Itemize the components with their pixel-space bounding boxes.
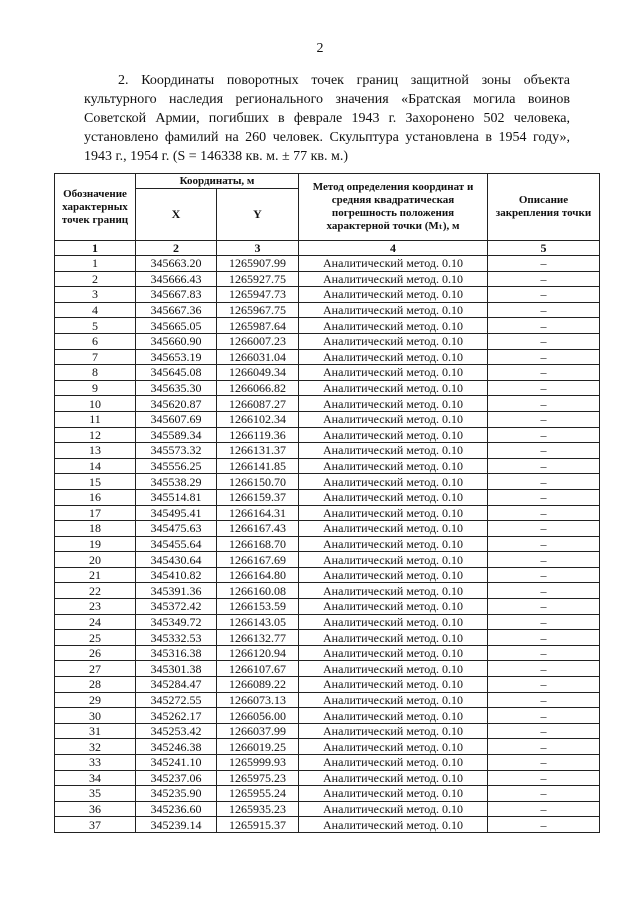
- table-row: [55, 723, 600, 739]
- table-row: [55, 786, 600, 802]
- description-cell: –: [488, 256, 600, 272]
- table-row: [55, 427, 600, 443]
- method-cell: Аналитический метод. 0.10: [299, 536, 488, 552]
- table-row: [55, 536, 600, 552]
- method-cell: Аналитический метод. 0.10: [299, 505, 488, 521]
- description-cell: –: [488, 427, 600, 443]
- x-coordinate-cell: 345620.87: [136, 396, 217, 412]
- table-row: [55, 380, 600, 396]
- table-row: [55, 458, 600, 474]
- table-row: [55, 817, 600, 833]
- description-cell: –: [488, 567, 600, 583]
- description-cell: –: [488, 755, 600, 771]
- column-number: 3: [217, 241, 299, 256]
- y-coordinate-cell: 1266164.31: [217, 505, 299, 521]
- point-id-cell: 2: [55, 271, 136, 287]
- y-coordinate-cell: 1266167.69: [217, 552, 299, 568]
- description-cell: –: [488, 489, 600, 505]
- x-coordinate-cell: 345653.19: [136, 349, 217, 365]
- x-coordinate-cell: 345236.60: [136, 801, 217, 817]
- x-coordinate-cell: 345410.82: [136, 567, 217, 583]
- point-id-cell: 9: [55, 380, 136, 396]
- point-id-cell: 35: [55, 786, 136, 802]
- description-cell: –: [488, 801, 600, 817]
- point-id-cell: 18: [55, 521, 136, 537]
- table-row: [55, 661, 600, 677]
- y-coordinate-cell: 1266049.34: [217, 365, 299, 381]
- y-coordinate-cell: 1265947.73: [217, 287, 299, 303]
- method-cell: Аналитический метод. 0.10: [299, 786, 488, 802]
- intro-text: 2. Координаты поворотных точек границ защитной зоны объекта культурного наследия регионального значения «Братская могила воинов Советской Армии, погибших в феврале 1943 г. Захоронено 502 человека, установлено фамилий на 260 человек. Скульптура установлена в 1954 году», 1943 г., 1954 г. (S = 146338 кв. м. ± 77 кв. м.): [84, 73, 570, 164]
- method-cell: Аналитический метод. 0.10: [299, 739, 488, 755]
- point-id-cell: 8: [55, 365, 136, 381]
- intro-paragraph: [84, 71, 570, 166]
- point-id-cell: 37: [55, 817, 136, 833]
- x-coordinate-cell: 345239.14: [136, 817, 217, 833]
- y-coordinate-cell: 1266132.77: [217, 630, 299, 646]
- method-cell: Аналитический метод. 0.10: [299, 692, 488, 708]
- method-cell: Аналитический метод. 0.10: [299, 474, 488, 490]
- table-row: [55, 583, 600, 599]
- y-coordinate-cell: 1266159.37: [217, 489, 299, 505]
- x-coordinate-cell: 345663.20: [136, 256, 217, 272]
- table-row: [55, 443, 600, 459]
- column-number: 1: [55, 241, 136, 256]
- table-row: [55, 708, 600, 724]
- description-cell: –: [488, 349, 600, 365]
- x-coordinate-cell: 345235.90: [136, 786, 217, 802]
- table-row: [55, 567, 600, 583]
- method-cell: Аналитический метод. 0.10: [299, 801, 488, 817]
- description-cell: –: [488, 333, 600, 349]
- point-id-cell: 6: [55, 333, 136, 349]
- page-number: 2: [316, 41, 324, 56]
- point-id-cell: 20: [55, 552, 136, 568]
- method-cell: Аналитический метод. 0.10: [299, 755, 488, 771]
- column-number: 4: [299, 241, 488, 256]
- x-coordinate-cell: 345430.64: [136, 552, 217, 568]
- y-coordinate-cell: 1265935.23: [217, 801, 299, 817]
- x-coordinate-cell: 345538.29: [136, 474, 217, 490]
- method-cell: Аналитический метод. 0.10: [299, 677, 488, 693]
- header-description: Описание закрепления точки: [488, 174, 600, 241]
- table-row: [55, 552, 600, 568]
- description-cell: –: [488, 739, 600, 755]
- y-coordinate-cell: 1266056.00: [217, 708, 299, 724]
- description-cell: –: [488, 521, 600, 537]
- point-id-cell: 17: [55, 505, 136, 521]
- description-cell: –: [488, 505, 600, 521]
- method-cell: Аналитический метод. 0.10: [299, 396, 488, 412]
- point-id-cell: 12: [55, 427, 136, 443]
- method-cell: Аналитический метод. 0.10: [299, 630, 488, 646]
- header-y: Y: [217, 189, 299, 241]
- method-cell: Аналитический метод. 0.10: [299, 552, 488, 568]
- y-coordinate-cell: 1266168.70: [217, 536, 299, 552]
- point-id-cell: 19: [55, 536, 136, 552]
- description-cell: –: [488, 458, 600, 474]
- method-cell: Аналитический метод. 0.10: [299, 302, 488, 318]
- header-point: Обозначение характерных точек границ: [55, 174, 136, 241]
- point-id-cell: 29: [55, 692, 136, 708]
- y-coordinate-cell: 1266037.99: [217, 723, 299, 739]
- y-coordinate-cell: 1266131.37: [217, 443, 299, 459]
- description-cell: –: [488, 723, 600, 739]
- point-id-cell: 4: [55, 302, 136, 318]
- point-id-cell: 32: [55, 739, 136, 755]
- y-coordinate-cell: 1266167.43: [217, 521, 299, 537]
- y-coordinate-cell: 1266089.22: [217, 677, 299, 693]
- point-id-cell: 10: [55, 396, 136, 412]
- method-cell: Аналитический метод. 0.10: [299, 271, 488, 287]
- description-cell: –: [488, 599, 600, 615]
- table-row: [55, 614, 600, 630]
- table-row: [55, 396, 600, 412]
- y-coordinate-cell: 1265915.37: [217, 817, 299, 833]
- x-coordinate-cell: 345589.34: [136, 427, 217, 443]
- description-cell: –: [488, 786, 600, 802]
- y-coordinate-cell: 1266120.94: [217, 645, 299, 661]
- method-cell: Аналитический метод. 0.10: [299, 349, 488, 365]
- point-id-cell: 36: [55, 801, 136, 817]
- x-coordinate-cell: 345556.25: [136, 458, 217, 474]
- x-coordinate-cell: 345253.42: [136, 723, 217, 739]
- table-row: [55, 365, 600, 381]
- table-row: [55, 474, 600, 490]
- y-coordinate-cell: 1265955.24: [217, 786, 299, 802]
- y-coordinate-cell: 1266160.08: [217, 583, 299, 599]
- table-row: [55, 349, 600, 365]
- y-coordinate-cell: 1266073.13: [217, 692, 299, 708]
- point-id-cell: 33: [55, 755, 136, 771]
- x-coordinate-cell: 345246.38: [136, 739, 217, 755]
- description-cell: –: [488, 380, 600, 396]
- y-coordinate-cell: 1265967.75: [217, 302, 299, 318]
- x-coordinate-cell: 345607.69: [136, 411, 217, 427]
- table-row: [55, 411, 600, 427]
- x-coordinate-cell: 345284.47: [136, 677, 217, 693]
- description-cell: –: [488, 645, 600, 661]
- method-cell: Аналитический метод. 0.10: [299, 256, 488, 272]
- point-id-cell: 21: [55, 567, 136, 583]
- table-row: [55, 630, 600, 646]
- method-cell: Аналитический метод. 0.10: [299, 599, 488, 615]
- point-id-cell: 31: [55, 723, 136, 739]
- method-cell: Аналитический метод. 0.10: [299, 567, 488, 583]
- header-method: Метод определения координат и средняя квадратическая погрешность положения характерной точки (Mₜ), м: [299, 174, 488, 241]
- description-cell: –: [488, 287, 600, 303]
- y-coordinate-cell: 1265999.93: [217, 755, 299, 771]
- point-id-cell: 24: [55, 614, 136, 630]
- method-cell: Аналитический метод. 0.10: [299, 723, 488, 739]
- description-cell: –: [488, 271, 600, 287]
- table-row: [55, 677, 600, 693]
- method-cell: Аналитический метод. 0.10: [299, 770, 488, 786]
- method-cell: Аналитический метод. 0.10: [299, 443, 488, 459]
- description-cell: –: [488, 770, 600, 786]
- x-coordinate-cell: 345262.17: [136, 708, 217, 724]
- point-id-cell: 28: [55, 677, 136, 693]
- method-cell: Аналитический метод. 0.10: [299, 318, 488, 334]
- x-coordinate-cell: 345316.38: [136, 645, 217, 661]
- table-row: [55, 770, 600, 786]
- description-cell: –: [488, 536, 600, 552]
- table-row: [55, 739, 600, 755]
- y-coordinate-cell: 1266119.36: [217, 427, 299, 443]
- method-cell: Аналитический метод. 0.10: [299, 661, 488, 677]
- column-number: 5: [488, 241, 600, 256]
- table-row: [55, 271, 600, 287]
- method-cell: Аналитический метод. 0.10: [299, 489, 488, 505]
- method-cell: Аналитический метод. 0.10: [299, 708, 488, 724]
- x-coordinate-cell: 345660.90: [136, 333, 217, 349]
- point-id-cell: 30: [55, 708, 136, 724]
- method-cell: Аналитический метод. 0.10: [299, 427, 488, 443]
- x-coordinate-cell: 345667.83: [136, 287, 217, 303]
- x-coordinate-cell: 345391.36: [136, 583, 217, 599]
- description-cell: –: [488, 365, 600, 381]
- table-row: [55, 645, 600, 661]
- method-cell: Аналитический метод. 0.10: [299, 458, 488, 474]
- table-body: [55, 256, 600, 833]
- description-cell: –: [488, 443, 600, 459]
- description-cell: –: [488, 318, 600, 334]
- x-coordinate-cell: 345332.53: [136, 630, 217, 646]
- point-id-cell: 13: [55, 443, 136, 459]
- x-coordinate-cell: 345237.06: [136, 770, 217, 786]
- x-coordinate-cell: 345667.36: [136, 302, 217, 318]
- x-coordinate-cell: 345514.81: [136, 489, 217, 505]
- y-coordinate-cell: 1266153.59: [217, 599, 299, 615]
- point-id-cell: 34: [55, 770, 136, 786]
- x-coordinate-cell: 345349.72: [136, 614, 217, 630]
- table-row: [55, 755, 600, 771]
- description-cell: –: [488, 692, 600, 708]
- table-row: [55, 489, 600, 505]
- table-row: [55, 318, 600, 334]
- x-coordinate-cell: 345475.63: [136, 521, 217, 537]
- y-coordinate-cell: 1266087.27: [217, 396, 299, 412]
- method-cell: Аналитический метод. 0.10: [299, 521, 488, 537]
- point-id-cell: 3: [55, 287, 136, 303]
- description-cell: –: [488, 552, 600, 568]
- x-coordinate-cell: 345645.08: [136, 365, 217, 381]
- point-id-cell: 14: [55, 458, 136, 474]
- y-coordinate-cell: 1266141.85: [217, 458, 299, 474]
- method-cell: Аналитический метод. 0.10: [299, 287, 488, 303]
- y-coordinate-cell: 1265907.99: [217, 256, 299, 272]
- x-coordinate-cell: 345573.32: [136, 443, 217, 459]
- point-id-cell: 7: [55, 349, 136, 365]
- x-coordinate-cell: 345455.64: [136, 536, 217, 552]
- method-cell: Аналитический метод. 0.10: [299, 817, 488, 833]
- table-row: [55, 256, 600, 272]
- x-coordinate-cell: 345666.43: [136, 271, 217, 287]
- point-id-cell: 16: [55, 489, 136, 505]
- x-coordinate-cell: 345241.10: [136, 755, 217, 771]
- table-row: [55, 505, 600, 521]
- x-coordinate-cell: 345272.55: [136, 692, 217, 708]
- y-coordinate-cell: 1266150.70: [217, 474, 299, 490]
- method-cell: Аналитический метод. 0.10: [299, 614, 488, 630]
- point-id-cell: 22: [55, 583, 136, 599]
- method-cell: Аналитический метод. 0.10: [299, 583, 488, 599]
- description-cell: –: [488, 630, 600, 646]
- description-cell: –: [488, 817, 600, 833]
- table-row: [55, 692, 600, 708]
- description-cell: –: [488, 708, 600, 724]
- point-id-cell: 1: [55, 256, 136, 272]
- point-id-cell: 11: [55, 411, 136, 427]
- x-coordinate-cell: 345635.30: [136, 380, 217, 396]
- y-coordinate-cell: 1266031.04: [217, 349, 299, 365]
- point-id-cell: 25: [55, 630, 136, 646]
- description-cell: –: [488, 583, 600, 599]
- y-coordinate-cell: 1265927.75: [217, 271, 299, 287]
- point-id-cell: 15: [55, 474, 136, 490]
- table-row: [55, 521, 600, 537]
- y-coordinate-cell: 1265987.64: [217, 318, 299, 334]
- x-coordinate-cell: 345301.38: [136, 661, 217, 677]
- y-coordinate-cell: 1266019.25: [217, 739, 299, 755]
- description-cell: –: [488, 302, 600, 318]
- header-x: X: [136, 189, 217, 241]
- method-cell: Аналитический метод. 0.10: [299, 645, 488, 661]
- description-cell: –: [488, 677, 600, 693]
- method-cell: Аналитический метод. 0.10: [299, 333, 488, 349]
- point-id-cell: 27: [55, 661, 136, 677]
- description-cell: –: [488, 614, 600, 630]
- column-number: 2: [136, 241, 217, 256]
- table-row: [55, 287, 600, 303]
- point-id-cell: 5: [55, 318, 136, 334]
- y-coordinate-cell: 1266164.80: [217, 567, 299, 583]
- method-cell: Аналитический метод. 0.10: [299, 365, 488, 381]
- description-cell: –: [488, 474, 600, 490]
- coordinates-table: [54, 173, 600, 833]
- y-coordinate-cell: 1266107.67: [217, 661, 299, 677]
- method-cell: Аналитический метод. 0.10: [299, 411, 488, 427]
- table-row: [55, 801, 600, 817]
- x-coordinate-cell: 345665.05: [136, 318, 217, 334]
- x-coordinate-cell: 345372.42: [136, 599, 217, 615]
- y-coordinate-cell: 1266007.23: [217, 333, 299, 349]
- table-row: [55, 302, 600, 318]
- description-cell: –: [488, 661, 600, 677]
- y-coordinate-cell: 1266143.05: [217, 614, 299, 630]
- table-row: [55, 599, 600, 615]
- method-cell: Аналитический метод. 0.10: [299, 380, 488, 396]
- y-coordinate-cell: 1266066.82: [217, 380, 299, 396]
- y-coordinate-cell: 1266102.34: [217, 411, 299, 427]
- y-coordinate-cell: 1265975.23: [217, 770, 299, 786]
- table-row: [55, 333, 600, 349]
- x-coordinate-cell: 345495.41: [136, 505, 217, 521]
- point-id-cell: 26: [55, 645, 136, 661]
- description-cell: –: [488, 396, 600, 412]
- point-id-cell: 23: [55, 599, 136, 615]
- header-coordinates: Координаты, м: [136, 174, 299, 189]
- description-cell: –: [488, 411, 600, 427]
